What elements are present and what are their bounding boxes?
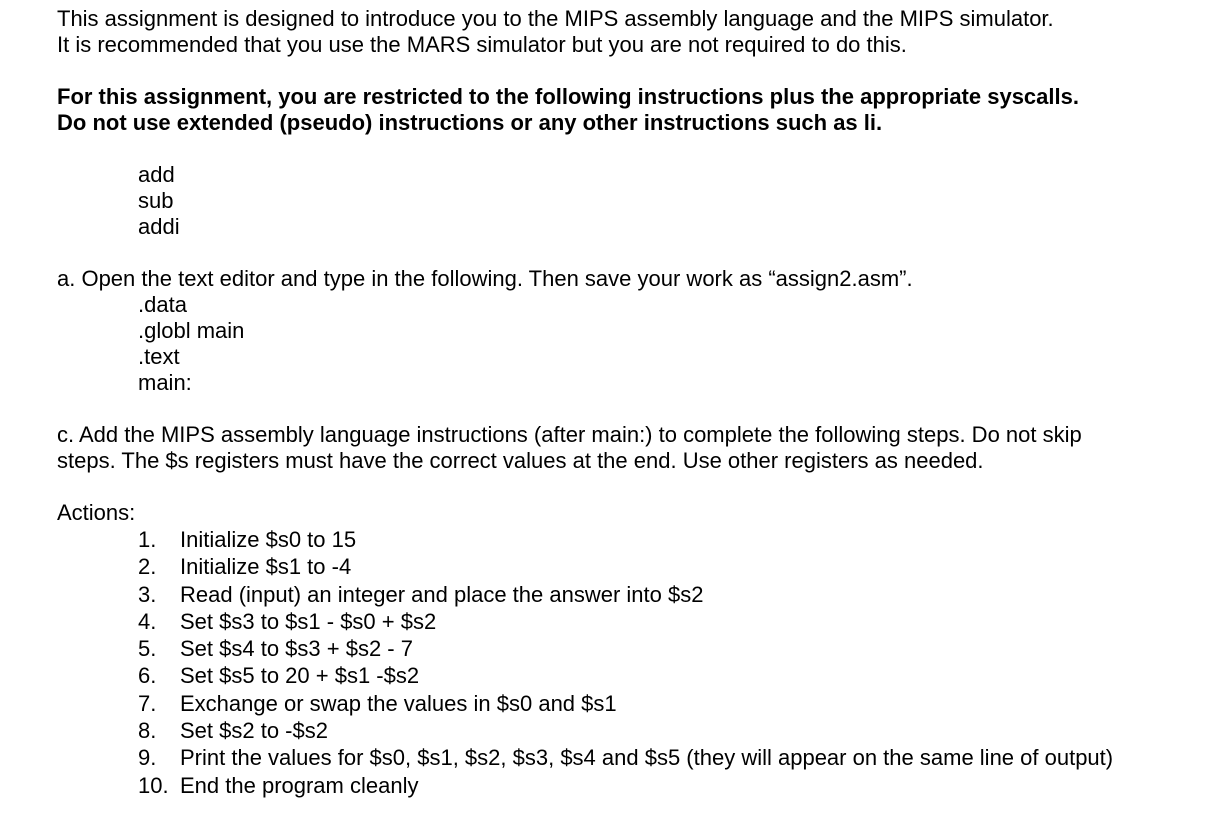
action-item xyxy=(57,744,1217,771)
action-number: 7. xyxy=(138,690,157,716)
action-item xyxy=(57,690,1217,717)
step-c-section xyxy=(57,422,1217,474)
intro-line: It is recommended that you use the MARS simulator but you are not required to do this. xyxy=(57,32,907,57)
action-number: 1. xyxy=(138,527,157,552)
code-line: .data xyxy=(138,292,187,317)
action-text: Set $s5 to 20 + $s1 -$s2 xyxy=(180,663,420,689)
step-c-line: steps. The $s registers must have the correct values at the end. Use other registers as needed. xyxy=(57,448,984,473)
step-a-text: a. Open the text editor and type in the following. Then save your work as “assign2.asm”. xyxy=(57,266,913,291)
code-line: .globl main xyxy=(138,318,245,343)
instruction-item: add xyxy=(138,162,175,187)
code-line: .text xyxy=(138,344,180,369)
action-number: 10. xyxy=(138,772,169,798)
action-text: Print the values for $s0, $s1, $s2, $s3, $s4 and $s5 (they will appear on the same line of output) xyxy=(180,745,1114,771)
action-item xyxy=(57,717,1217,744)
action-number: 4. xyxy=(138,608,157,634)
intro-line: This assignment is designed to introduce you to the MIPS assembly language and the MIPS simulator. xyxy=(57,6,1054,31)
allowed-instructions-list xyxy=(57,162,1217,240)
action-item xyxy=(57,553,1217,580)
action-number: 2. xyxy=(138,554,157,580)
action-item xyxy=(57,662,1217,689)
step-a-section xyxy=(57,266,1217,396)
action-number: 9. xyxy=(138,745,157,771)
actions-list xyxy=(57,526,1217,799)
action-text: End the program cleanly xyxy=(180,772,419,798)
instruction-item: sub xyxy=(138,188,174,213)
step-c-line: c. Add the MIPS assembly language instructions (after main:) to complete the following steps. Do not skip xyxy=(57,422,1082,447)
actions-label: Actions: xyxy=(57,500,136,525)
action-item xyxy=(57,772,1217,799)
instruction-item: addi xyxy=(138,214,180,239)
action-number: 8. xyxy=(138,718,157,744)
assignment-document xyxy=(57,6,1217,799)
action-item xyxy=(57,635,1217,662)
action-item xyxy=(57,581,1217,608)
action-item xyxy=(57,608,1217,635)
action-text: Set $s3 to $s1 - $s0 + $s2 xyxy=(180,608,437,634)
action-text: Initialize $s1 to -4 xyxy=(180,554,352,580)
action-text: Set $s2 to -$s2 xyxy=(180,718,328,744)
restriction-line: Do not use extended (pseudo) instructions or any other instructions such as li. xyxy=(57,110,883,135)
action-text: Set $s4 to $s3 + $s2 - 7 xyxy=(180,636,413,662)
action-number: 6. xyxy=(138,663,157,689)
intro-paragraph xyxy=(57,6,1217,58)
action-item xyxy=(57,526,1217,553)
restriction-paragraph xyxy=(57,84,1217,136)
action-text: Initialize $s0 to 15 xyxy=(180,527,357,552)
restriction-line: For this assignment, you are restricted to the following instructions plus the appropriate syscalls. xyxy=(57,84,1079,109)
action-number: 5. xyxy=(138,636,157,662)
action-text: Exchange or swap the values in $s0 and $s1 xyxy=(180,690,617,716)
action-text: Read (input) an integer and place the answer into $s2 xyxy=(180,581,704,607)
code-line: main: xyxy=(138,370,192,395)
action-number: 3. xyxy=(138,581,157,607)
